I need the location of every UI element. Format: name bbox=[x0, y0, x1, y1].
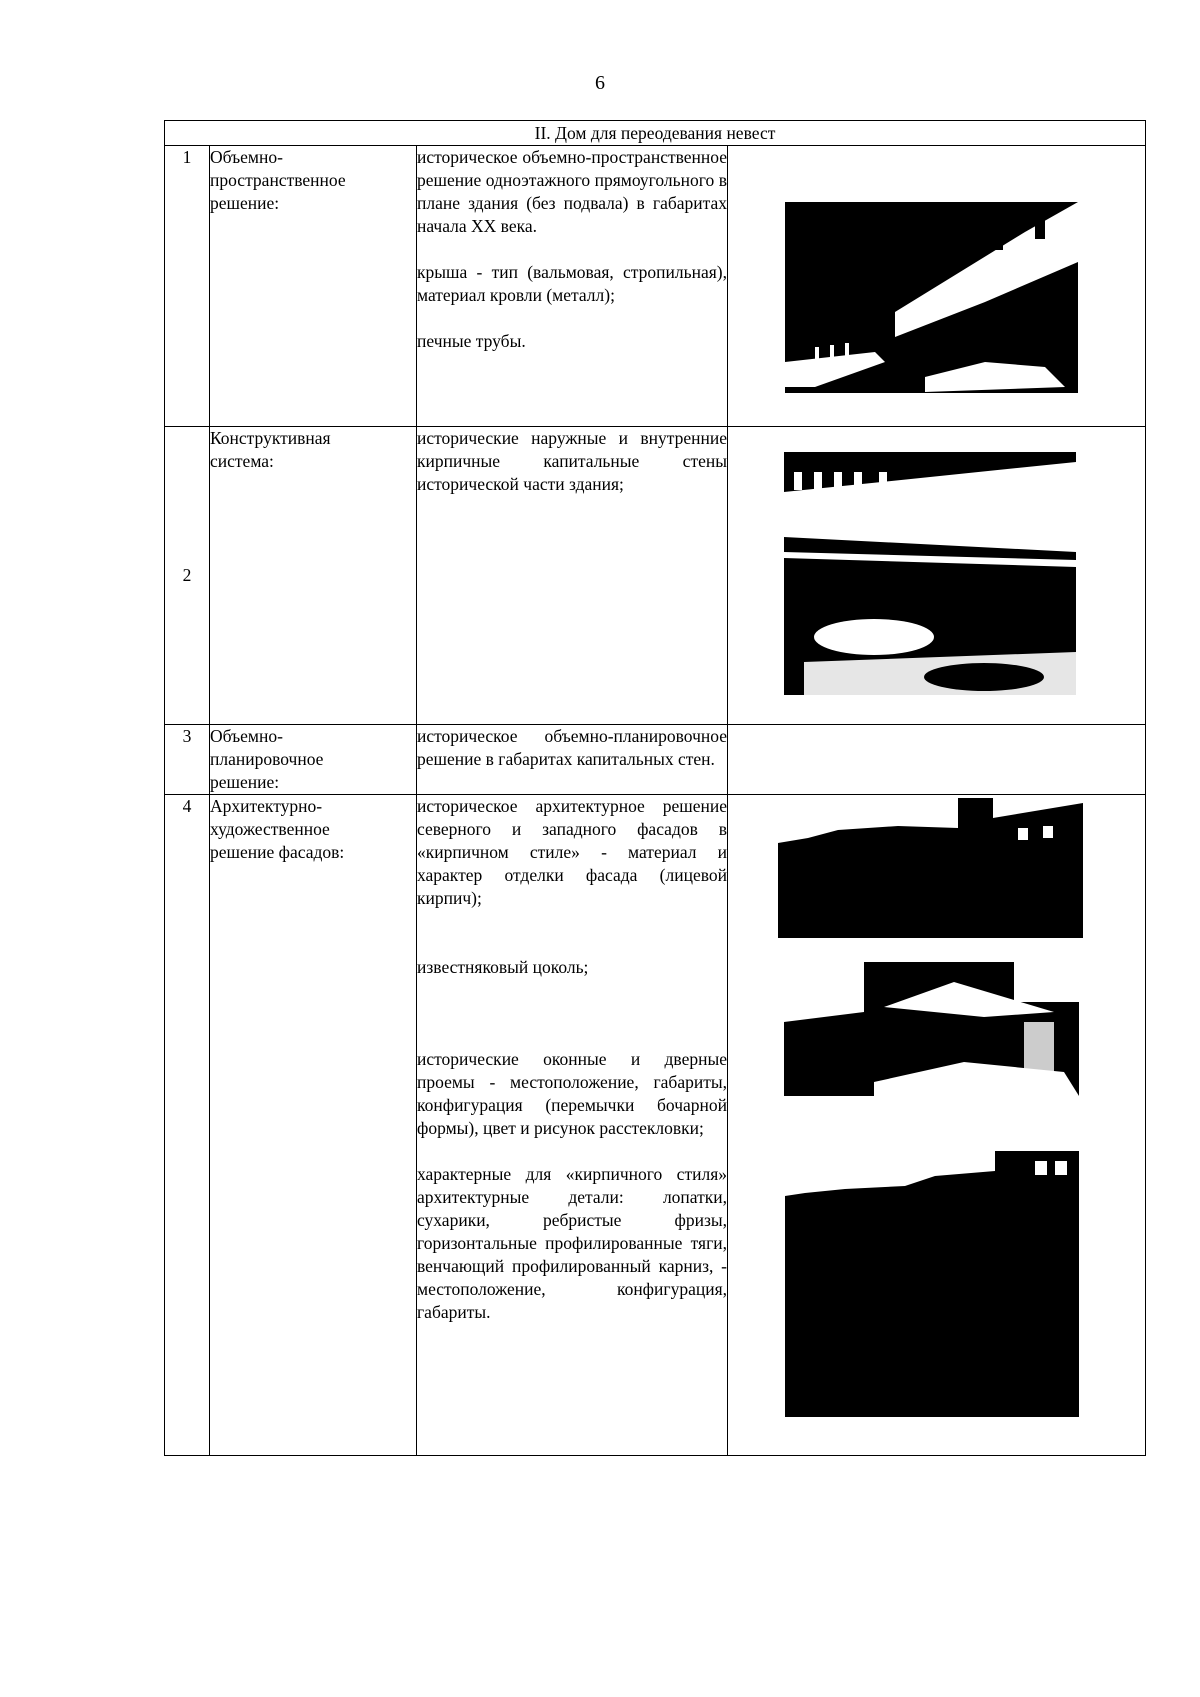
desc-paragraph: характерные для «кирпичного стиля» архитектурные детали: лопатки, сухарики, ребристые фризы, горизонтальные профилированные тяги, венчающий профилированный карниз, - местоположение, конфигурация, габариты. bbox=[417, 1164, 727, 1322]
table-row bbox=[165, 427, 1146, 725]
table-row bbox=[165, 725, 1146, 795]
row-number: 4 bbox=[165, 795, 210, 1456]
row-number: 2 bbox=[165, 427, 210, 725]
row-name-text: Объемно- планировочное решение: bbox=[210, 726, 324, 792]
row-description bbox=[417, 146, 728, 427]
section-title: II. Дом для переодевания невест bbox=[165, 121, 1146, 146]
row-name bbox=[210, 725, 417, 795]
desc-paragraph: крыша - тип (вальмовая, стропильная), материал кровли (металл); bbox=[417, 262, 727, 305]
desc-paragraph: печные трубы. bbox=[417, 331, 526, 351]
row-name-text: Объемно- пространственное решение: bbox=[210, 147, 346, 213]
desc-paragraph: историческое объемно-пространственное решение одноэтажного прямоугольного в плане здания (без подвала) в габаритах начала XX века. bbox=[417, 147, 727, 236]
row-description bbox=[417, 725, 728, 795]
desc-paragraph: историческое архитектурное решение северного и западного фасадов в «кирпичном стиле» - материал и характер отделки фасада (лицевой кирпич); bbox=[417, 796, 727, 908]
row-description bbox=[417, 427, 728, 725]
row-description bbox=[417, 795, 728, 1456]
row-name bbox=[210, 795, 417, 1456]
photo-facade-parapet bbox=[778, 798, 1083, 938]
row-photo-cell bbox=[728, 725, 1146, 795]
heritage-table bbox=[164, 120, 1146, 1456]
desc-paragraph: исторические оконные и дверные проемы - местоположение, габариты, конфигурация (перемычки бочарной формы), цвет и рисунок расстекловки; bbox=[417, 1049, 727, 1138]
row-number: 3 bbox=[165, 725, 210, 795]
row-number: 1 bbox=[165, 146, 210, 427]
desc-paragraph: известняковый цоколь; bbox=[417, 957, 589, 977]
desc-paragraph: исторические наружные и внутренние кирпичные капитальные стены исторической части здания; bbox=[417, 428, 727, 494]
photo-wall-with-cars bbox=[784, 452, 1076, 695]
row-photo-cell bbox=[728, 795, 1146, 1456]
table-row bbox=[165, 146, 1146, 427]
table-row bbox=[165, 795, 1146, 1456]
desc-paragraph: историческое объемно-планировочное решение в габаритах капитальных стен. bbox=[417, 726, 727, 769]
row-name bbox=[210, 146, 417, 427]
section-header-row bbox=[165, 121, 1146, 146]
page-number: 6 bbox=[595, 72, 605, 94]
row-name-text: Архитектурно- художественное решение фасадов: bbox=[210, 796, 345, 862]
photo-facade-dark bbox=[785, 1151, 1079, 1417]
photo-gable-roof-view bbox=[784, 962, 1079, 1096]
row-name-text: Конструктивная система: bbox=[210, 428, 331, 471]
row-photo-cell bbox=[728, 427, 1146, 725]
photo-building-corner-view bbox=[785, 202, 1078, 393]
row-name bbox=[210, 427, 417, 725]
row-photo-cell bbox=[728, 146, 1146, 427]
